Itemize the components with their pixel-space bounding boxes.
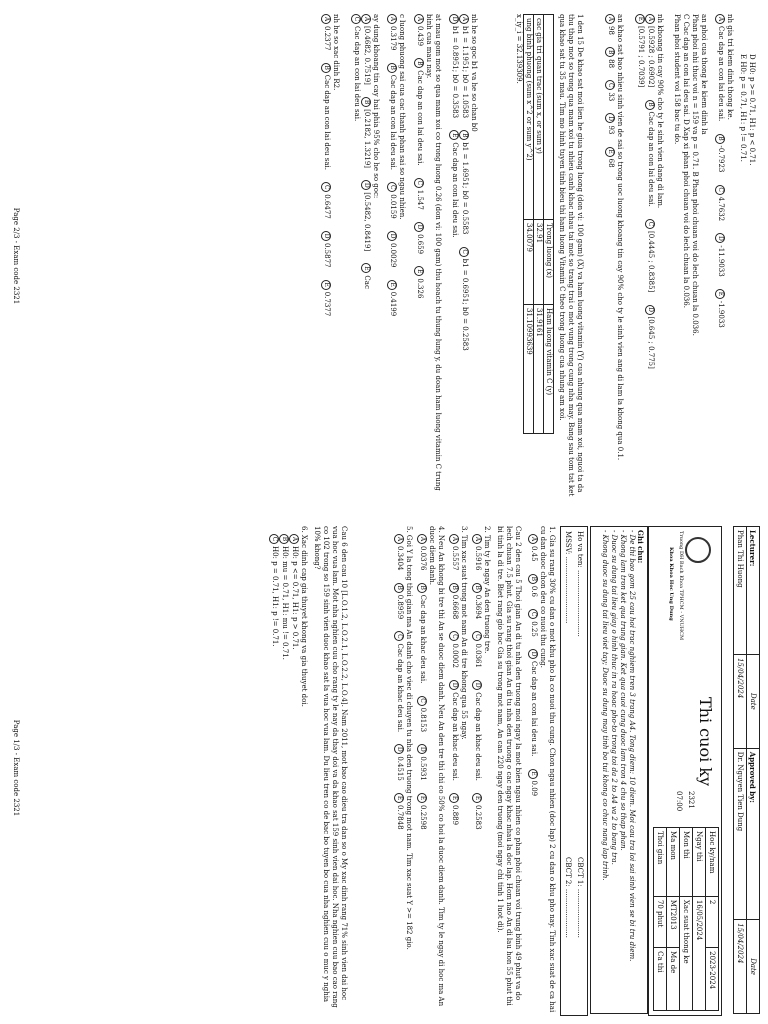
option[interactable]: CCac dap an khac deu sai. [394,631,404,732]
question-text: nh khoang tin cay 90% cho ty le sinh vien dang di lam. [656,14,664,209]
option[interactable]: $\frac{A}{0.3179}$ [387,14,397,51]
option[interactable]: $\frac{C}{0.25}$ [528,609,538,637]
table-cell: Trong luong (x) [544,219,554,304]
cell: Ma de [667,948,680,1011]
option[interactable]: $\frac{C}{4.7632}$ [715,185,725,222]
option[interactable]: D H0: p >= 0.71, H1: p < 0.71. [748,54,756,166]
school-line2: Khoa Khoa Hoc Ung Dung [668,547,674,621]
option[interactable]: $\frac{A}{0.2377}$ [321,14,331,51]
table-cell [544,15,554,220]
option[interactable]: $\frac{A}{0.45}$ [528,534,538,562]
cell: Mon thi [680,828,693,897]
cell-extra-1: 2321 [687,791,695,809]
cell-extra-2: 07:00 [675,791,683,812]
option[interactable]: $\frac{B}{0.8959}$ [394,583,404,620]
cbct1-field[interactable]: CBCT 1: ...................... [576,857,584,938]
option[interactable]: ACac dap an con lai deu sai. [715,14,725,121]
exam-meta-table [653,827,719,1011]
option[interactable]: $\frac{E}{0.2583}$ [472,793,482,830]
question-text: an khao sat bao nhieu sinh vien de sai so trong uoc luong khoang tin cay 90% cho ty le sinh vien ang di lam la khong qua 0.1. [616,14,624,461]
option[interactable]: CCac dap an con lai deu sai. [351,14,361,121]
cell: Ca thi [654,948,667,1011]
cell: Xac suat thong ke [680,896,693,1010]
option[interactable]: $\frac{B}{b1 = 1.6951; b0 = 0.5583}$ [459,130,469,234]
exam-title: Thi cuoi ky [696,697,715,787]
option[interactable]: $\frac{E}{-1.9033}$ [715,289,725,328]
question-text: nh gia tri kiem dinh thong ke. [726,14,734,120]
table-cell: 34.0079 [524,219,534,304]
question-12 [449,14,478,502]
option[interactable]: $\frac{D}{0.0029}$ [387,231,397,268]
option[interactable]: $\frac{C}{0.6477}$ [321,182,331,219]
question-8 [672,14,708,502]
question-text: an phoi cua thong ke kiem dinh la [700,14,708,135]
table-cell: Ham luong vitamin C (y) [544,305,554,434]
option[interactable]: $\frac{B}{0.6668}$ [449,583,459,620]
question-16 [321,14,340,502]
question-15 [351,14,380,502]
question-group-11-15 [514,14,584,502]
cell: MT2013 [667,896,680,947]
question-6-cont [738,14,756,502]
note-line: - De thi bao gom 25 cau hoi trac nghiem tren 3 trang A4. Tong diem: 10 diem. Moi cau tra loi sai sinh vien se bi tru diem. [628,530,636,962]
option[interactable]: $\frac{B}{88}$ [605,47,615,68]
question-14 [387,14,406,502]
option[interactable]: $\frac{E}{0.09}$ [528,769,538,797]
option[interactable]: $\frac{C}{33}$ [605,80,615,101]
sum-xy: x_iy_i = 32.139309. [515,14,523,84]
option[interactable]: $\frac{A}{98}$ [605,14,615,35]
approved-label: Approved by: [747,748,760,919]
option[interactable]: $\frac{D}{0.4515}$ [394,744,404,781]
lecturer-date: 15/04/2024 [734,654,747,748]
option[interactable]: $\frac{A}{b1 = 1.1951; b0 = 1.0583}$ [459,14,469,118]
option[interactable]: BCac dap an con lai deu sai. [414,58,424,165]
option[interactable]: $\frac{A}{0.5557}$ [449,534,459,571]
approver-name: Dr. Nguyen Tien Dung [734,748,747,919]
option[interactable]: $\frac{E}{0.4199}$ [387,280,397,317]
option[interactable]: BCac dap an con lai deu sai. [645,100,655,207]
notes-box [590,526,648,1014]
cell: 2 [706,896,719,947]
option[interactable]: $\frac{C}{0.8153}$ [417,696,427,733]
option[interactable]: $\frac{A}{[0.4682, 0.7519]}$ [361,14,371,85]
option[interactable]: $\frac{D}{[0.5482, 0.8419]}$ [361,180,371,251]
option[interactable]: $\frac{C}{[0.4445 ; 0.8385]}$ [645,219,655,292]
option[interactable]: $\frac{E}{0.7848}$ [394,793,404,830]
question-text: nh he so goc b1 va he so chan b0 [470,14,478,132]
notes-title: Ghi chu: [636,530,645,564]
question-9 [635,14,664,502]
option[interactable]: $\frac{E}{68}$ [605,147,615,168]
option[interactable]: $\frac{A}{0.0376}$ [417,534,427,571]
option[interactable]: $\frac{D}{0.659}$ [414,222,424,254]
question-4: 4. Neu An khong bi tre thi An se duoc diem danh. Neu An den tre thi chi co 50% co hoi la duoc diem danh. Tim ty le ngay di hoc ma An duoc diem danh. [428,526,445,1007]
option[interactable]: $\frac{B}{0.6}$ [528,574,538,597]
option[interactable]: $\frac{D}{-11.9033}$ [715,233,725,276]
header-table [733,526,760,1014]
date-label: Date [747,654,760,748]
table-cell: 31.9161 [534,305,544,434]
question-group-6-10: Cau 6 den cau 10 [L.O.1.2, L.O.2.1, L.O.2.2, L.O.4]. Nam 2011, mot bao cao dieu tra dan so o My xac dinh rang 71% sinh vien dai hoc vua hoc vua lam. Mot nha nghien cuu cho rang ty le nay da thay doi va da khao sat 159 sinh vien dai hoc. Nha nghien cuu bao cao rang co 102 trong so 159 sinh vien duoc khao sat la vua hoc vua lam. Du lieu tren co de bac bo tuyen bo cua nha nghien cuu o muc y nghia 10% khong? 6. Xac dinh cap gia thuyet khong va gia thuyet doi. AH0: p <= 0.71, H1: p > 0.71. BH0: mu = 0.71, H1: mu != 0.71. CH0: p = 0.71, H1: p != 0.71. [269,526,348,1014]
page-1 [0,512,768,1024]
option[interactable]: H0: mu = 0.71, H1: mu != 0.71. [281,546,289,660]
option[interactable]: ECac dap an con lai deu sai. [449,130,459,237]
question-10 [605,14,624,502]
option[interactable]: $\frac{B}{[0.2182, 1.3219]}$ [361,97,371,168]
question-group-2-5 [394,526,522,1014]
table-cell: 32.91 [534,219,544,304]
option[interactable]: DCac dap an khac deu sai. [449,680,459,781]
table-cell: cac gia tri quan trac (sum x, or sum y) [534,15,544,220]
option[interactable]: $\frac{B}{-0.7923}$ [715,134,725,173]
option[interactable]: $\frac{D}{0.5931}$ [417,744,427,781]
mssv-field[interactable]: MSSV: .............................. [564,531,572,624]
question-text: 1. Gia su rang 30% cu dan o mot khu pho la co nuoi thu cung. Chon ngau nhien (doc lap) 2 cu dan o khu pho nay. Tinh xac suat de ca hai cu dan duoc chon deu co nuoi thu cung. [539,526,556,1013]
exam-info-box [648,526,722,1016]
cell: 70 phut [654,896,667,947]
option[interactable]: $\frac{A}{0.439}$ [414,14,424,46]
note-line: - Khong duoc su dung tai lieu viet tay; Duoc su dung may tinh bo tui khong co chuc nang lap trinh. [601,530,609,881]
option[interactable]: $\frac{C}{0.0361}$ [472,631,482,668]
question-1 [528,526,556,1014]
option[interactable]: $\frac{C}{1.547}$ [414,178,424,210]
school-line1: Truong DH Bach Khoa TPHCM - VNUHCM [678,531,684,641]
question-text: nh he so xac dinh R2. [332,14,340,91]
option[interactable]: H0: p = 0.71, H1: p != 0.71. [271,546,279,647]
option[interactable]: $\frac{D}{[0.645 ; 0.775]}$ [645,305,655,369]
option[interactable]: $\frac{D}{0.5877}$ [321,231,331,268]
question-7 [715,14,734,502]
option[interactable]: Phan phoi student voi 158 bac tu do. [673,14,681,145]
option[interactable]: $\frac{C}{0.0002}$ [449,631,459,668]
group-intro: Cau 2 den cau 5 Thoi gian An di tu nha den truong moi ngay la mot bien ngau nhien co phan phoi chuan voi trung binh 49 phut va do lech chuan 7.5 phut. Gia su rang thoi gian An di tu nha den truong o cac ngay khac nhau la doc lap. Hom nao An di lau hon 55 phut thi bi tinh la di tre. Biet rang gio hoc Gia su trong mot nam, An can 220 ngay den truong (moi ngay chi tinh 1 luot di). [496,526,522,1006]
option[interactable]: C Cac dap an con lai deu sai. D Xap xi phan phoi chuan voi do lech chuan la 0.036. [682,14,690,308]
question-3: 3. Tim xac suat trong mot nam An di tre khong qua 55 ngay. [460,526,468,740]
approver-date: 15/04/2024 [734,920,747,1014]
lecturer-label: Lecturer: [747,527,760,655]
group-intro: Cau 6 den cau 10 [L.O.1.2, L.O.2.1, L.O.2.2, L.O.4]. Nam 2011, mot bao cao dieu tra dan so o My xac dinh rang 71% sinh vien dai hoc vua hoc vua lam. Mot nha nghien cuu cho rang ty le nay da thay doi va da khao sat 159 sinh vien dai hoc. Nha nghien cuu bao cao rang co 102 trong so 159 sinh vien duoc khao sat la vua hoc vua lam. Du lieu tren co de bac bo tuyen bo cua nha nghien cuu o muc y nghia 10% khong? [313,526,348,1008]
cell: Ma mon [667,828,680,897]
option[interactable]: $\frac{C}{b1 = 0.6951; b0 = 0.2583}$ [459,247,469,351]
option[interactable]: BCac dap an con lai deu sai. [387,63,397,170]
option[interactable]: $\frac{A}{[0.5928 ; 0.6902]}$ [645,14,655,87]
option[interactable]: H0: p <= 0.71, H1: p > 0.71. [291,546,299,650]
cell: Thoi gian [654,828,667,897]
date-label-2: Date [747,920,760,1014]
page-footer: Page 1/3 - Exam code 2321 [12,719,20,817]
question-text: at mau gom mot so qua mam xoi co trong luong 0.26 (don vi: 100 gam) thu hoach tu thung lung y, du doan ham luong vitamin C trung binh cua mau nay. [425,14,442,491]
note-line: - Duoc su dung tai lieu giay o hinh thuc in ra hoac pho-to trong toi da 2 to A4 va 2 to bang tra. [610,530,618,865]
question-5: 5. Goi Y la tong thoi gian ma An danh cho viec di chuyen tu nha den truong trong mot nam. Tim xac suat Y >= 182 gio. [405,526,413,950]
signature-box [560,526,588,1016]
option[interactable]: $\frac{E}{0.889}$ [449,793,459,825]
option[interactable]: $\frac{E}{[0.5791 ; 0.7039]}$ [635,14,645,87]
option[interactable]: $\frac{E}{0.2598}$ [417,793,427,830]
cell: 2023-2024 [706,948,719,1011]
cell: Ngay thi [693,828,706,897]
option[interactable]: $\frac{D}{b1 = 0.8951; b0 = 0.3583}$ [449,14,459,118]
option[interactable]: DCac dap an khac deu sai. [472,680,482,781]
note-line: - Khong lam tron ket qua trung gian. Ket qua cuoi cung duoc lam tron 4 chu so thap phan. [619,530,627,851]
cell: 16/05/2024 [693,896,706,1010]
option[interactable]: $\frac{E}{0.7377}$ [321,280,331,317]
option[interactable]: $\frac{B}{0.3694}$ [472,583,482,620]
option[interactable]: ECac [361,263,371,288]
table-cell: ung binh phuong (sum x^2 or sum y^2) [524,15,534,220]
page-footer: Page 2/3 - Exam code 2321 [12,207,20,305]
option[interactable]: $\frac{A}{0.5916}$ [472,534,482,571]
question-6: 6. Xac dinh cap gia thuyet khong va gia thuyet doi. [300,526,308,707]
option[interactable]: BCac dap an khac deu sai. [417,583,427,684]
group-intro: 1 den 15 De khao sat moi lien he giua trong luong (don vi: 100 gam) (X) va ham luong vitamin (Y) cua nhung qua mam xoi, nguoi ta da thu thap mot so trong qua mam xoi tu nhieu canh khac nhau tai mot so trang trai o mot vung trong cung nha may. Bang sau tom tat ket qua khao sat tu 35 mau. Tim mo hinh tuyen tinh bieu thi ham luong Vitamin C theo trong luong cua nhung am xoi. [558,14,584,497]
question-2: 2. Tim ty le ngay An den truong tre. [483,526,491,654]
name-field[interactable]: Ho va ten: .............................. [576,531,584,637]
option[interactable]: $\frac{C}{0.0159}$ [387,182,397,219]
data-table [523,14,554,434]
option[interactable]: BCac dap an con lai deu sai. [321,63,331,170]
option[interactable]: $\frac{D}{93}$ [605,113,615,134]
question-13 [414,14,442,502]
question-text: c luong phuong sai cua cac thanh phan sai so ngau nhien. [398,14,406,220]
lecturer-name: Phan Thi Huong [734,527,747,655]
option[interactable]: E H0: p = 0.71, H1: p != 0.71. [739,54,747,162]
table-cell: 31.10993639 [524,305,534,434]
option[interactable]: $\frac{E}{0.326}$ [414,266,424,298]
school-logo-icon [685,537,711,563]
option[interactable]: Phan phoi nhi thuc voi n = 159 va p = 0.71. B Phan phoi chuan voi do lech chuan la 0.036. [691,14,699,336]
option[interactable]: $\frac{A}{0.3404}$ [394,534,404,571]
cbct2-field[interactable]: CBCT 2: ...................... [564,857,572,938]
option[interactable]: DCac dap an con lai deu sai. [528,649,538,756]
question-text: ay dung khoang tin cay hai phia 95% cho he so goc: [372,14,380,199]
cell: Hoc ky/nam [706,828,719,897]
